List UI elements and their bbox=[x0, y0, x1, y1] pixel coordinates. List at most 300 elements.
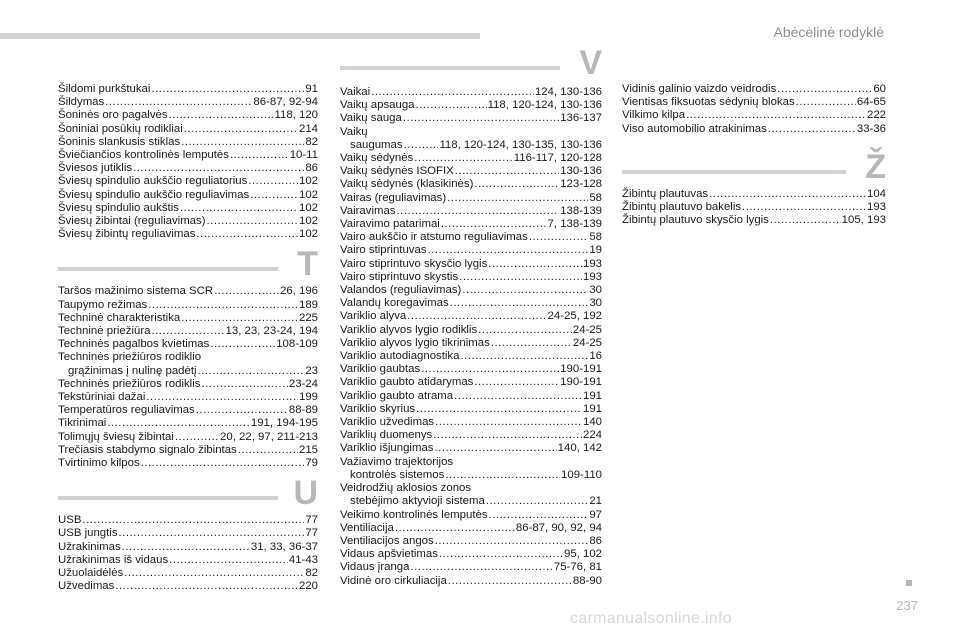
index-entry-term: Variklio gaubtas bbox=[340, 363, 421, 376]
section-v-continued-entries bbox=[622, 83, 886, 136]
index-entry-pages: 138-139 bbox=[560, 204, 602, 217]
index-entry-pages: 102 bbox=[298, 228, 318, 241]
section-t-header bbox=[58, 241, 318, 285]
index-entry-pages: 220 bbox=[298, 580, 318, 593]
leader-dots bbox=[230, 149, 289, 162]
index-entry-term: Šoniniai posūkių rodikliai bbox=[58, 122, 183, 135]
index-entry bbox=[340, 324, 602, 337]
index-entry-term: Vaikų bbox=[340, 125, 368, 138]
leader-dots bbox=[122, 541, 250, 554]
index-entry-pages: 102 bbox=[298, 175, 318, 188]
index-entry-term: Ventiliacija bbox=[340, 521, 394, 534]
index-entry bbox=[340, 509, 602, 522]
index-entry bbox=[58, 391, 318, 404]
leader-dots bbox=[146, 391, 298, 404]
index-entry-pages: 86 bbox=[589, 534, 602, 547]
index-entry-term: Vientisas fiksuotas sėdynių blokas bbox=[622, 96, 795, 109]
index-entry-term: Variklio alyvos lygio tikrinimas bbox=[340, 336, 490, 349]
leader-dots bbox=[435, 416, 582, 429]
index-entry bbox=[58, 444, 318, 457]
leader-dots bbox=[201, 378, 287, 391]
index-entry-pages: 191, 194-195 bbox=[250, 417, 318, 430]
leader-dots bbox=[474, 376, 559, 389]
leader-dots bbox=[454, 390, 582, 403]
index-entry bbox=[58, 541, 318, 554]
index-entry-pages: 26, 196 bbox=[279, 285, 318, 298]
leader-dots bbox=[450, 297, 589, 310]
index-entry bbox=[622, 214, 886, 227]
index-entry bbox=[58, 404, 318, 417]
index-entry-term: Užrakinimas iš vidaus bbox=[58, 553, 169, 566]
leader-dots bbox=[196, 228, 298, 241]
index-entry bbox=[58, 312, 318, 325]
index-entry-pages: 108-109 bbox=[276, 338, 318, 351]
index-entry-pages: 30 bbox=[589, 284, 602, 297]
index-entry-term: Šviesų spindulio aukščio reguliavimas bbox=[58, 188, 250, 201]
leader-dots bbox=[407, 310, 546, 323]
index-entry-pages: 102 bbox=[298, 201, 318, 214]
index-entry-pages: 88-90 bbox=[572, 574, 602, 587]
index-entry bbox=[58, 123, 318, 136]
index-entry-pages: 140, 142 bbox=[557, 442, 602, 455]
index-entry-pages: 109-110 bbox=[561, 468, 602, 481]
leader-dots bbox=[416, 99, 487, 112]
index-entry bbox=[622, 201, 886, 214]
index-entry-term: Šildomi purkštukai bbox=[58, 83, 151, 95]
section-divider bbox=[622, 170, 846, 174]
leader-dots bbox=[478, 324, 572, 337]
section-letter-v: V bbox=[579, 44, 602, 82]
index-entry bbox=[340, 482, 602, 495]
index-entry bbox=[340, 376, 602, 389]
index-entry-pages: 77 bbox=[305, 527, 318, 540]
index-entry bbox=[340, 297, 602, 310]
index-entry-term: Variklio autodiagnostika bbox=[340, 350, 460, 363]
index-entry-term: Šildymas bbox=[58, 96, 105, 109]
index-entry-pages: 24-25 bbox=[572, 323, 602, 336]
index-entry-pages: 75-76, 81 bbox=[553, 561, 602, 574]
index-entry-pages: 116-117, 120-128 bbox=[513, 152, 602, 165]
index-entry-pages: 86 bbox=[305, 162, 318, 175]
index-entry-pages: 7, 138-139 bbox=[547, 218, 602, 231]
index-entry-pages: 58 bbox=[589, 231, 602, 244]
leader-dots bbox=[395, 522, 515, 535]
section-letter-z: Ž bbox=[865, 147, 886, 186]
index-entry-term: Žibintų plautuvo skysčio lygis bbox=[622, 214, 769, 227]
index-entry-pages: 64-65 bbox=[856, 96, 886, 109]
index-entry-term: Veidrodžių aklosios zonos bbox=[340, 482, 472, 495]
leader-dots bbox=[198, 365, 305, 378]
leader-dots bbox=[133, 162, 304, 175]
index-entry-term: Variklio alyvos lygio rodiklis bbox=[340, 323, 478, 336]
index-entry bbox=[58, 228, 318, 241]
index-entry bbox=[58, 417, 318, 430]
index-entry-pages: 118, 120 bbox=[274, 109, 318, 122]
index-entry bbox=[58, 96, 318, 109]
leader-dots bbox=[141, 457, 305, 470]
index-entry bbox=[622, 123, 886, 136]
index-entry bbox=[622, 109, 886, 122]
index-entry bbox=[340, 337, 602, 350]
index-entry-term: Techninės priežiūros rodiklis bbox=[58, 377, 201, 390]
index-entry bbox=[622, 96, 886, 109]
index-entry-term: Techninė priežiūra bbox=[58, 325, 151, 338]
index-entry bbox=[340, 456, 602, 469]
index-entry-pages: 193 bbox=[866, 201, 886, 214]
leader-dots bbox=[196, 404, 288, 417]
index-entry-pages: 199 bbox=[298, 391, 318, 404]
index-entry-term: Vairavimo patarimai bbox=[340, 218, 440, 231]
index-entry bbox=[58, 202, 318, 215]
index-entry-term: kontrolės sistemos bbox=[350, 468, 445, 481]
index-entry-pages: 77 bbox=[305, 514, 318, 527]
index-entry-pages: 82 bbox=[305, 135, 318, 148]
leader-dots bbox=[414, 152, 513, 165]
index-entry-term: USB bbox=[58, 514, 82, 527]
index-entry bbox=[58, 175, 318, 188]
leader-dots bbox=[742, 201, 866, 214]
index-entry-pages: 30 bbox=[589, 297, 602, 310]
index-entry-pages: 222 bbox=[866, 109, 886, 122]
leader-dots bbox=[181, 312, 298, 325]
leader-dots bbox=[462, 284, 588, 297]
index-entry-pages: 225 bbox=[298, 311, 318, 324]
index-entry bbox=[58, 580, 318, 593]
index-entry-pages: 214 bbox=[298, 122, 318, 135]
index-entry-term: Variklio skyrius bbox=[340, 402, 416, 415]
leader-dots bbox=[180, 202, 298, 215]
index-entry-pages: 86-87, 92-94 bbox=[253, 96, 318, 109]
index-entry-pages: 21 bbox=[589, 495, 602, 508]
leader-dots bbox=[115, 580, 298, 593]
index-entry-term: Šviesos jutiklis bbox=[58, 162, 133, 175]
index-entry-term: Žibintų plautuvas bbox=[622, 187, 709, 200]
index-entry-term: Variklio gaubto atidarymas bbox=[340, 376, 474, 389]
index-entry-pages: 60 bbox=[873, 83, 886, 95]
index-entry-pages: 24-25, 192 bbox=[547, 310, 602, 323]
index-entry-pages: 86-87, 90, 92, 94 bbox=[515, 521, 602, 534]
index-entry-pages: 224 bbox=[582, 429, 602, 442]
index-entry-pages: 58 bbox=[589, 191, 602, 204]
index-entry-term: Tekstūriniai dažai bbox=[58, 391, 146, 404]
leader-dots bbox=[770, 214, 841, 227]
leader-dots bbox=[371, 86, 534, 99]
index-entry-term: stebėjimo aktyvioji sistema bbox=[350, 495, 485, 508]
section-divider bbox=[58, 496, 278, 500]
leader-dots bbox=[403, 112, 559, 125]
index-entry-pages: 190-191 bbox=[560, 376, 602, 389]
index-entry-term: Tolimųjų šviesų žibintai bbox=[58, 430, 174, 443]
index-entry bbox=[340, 416, 602, 429]
footer-marker bbox=[906, 580, 912, 586]
leader-dots bbox=[428, 244, 589, 257]
index-entry-term: grąžinimas į nulinę padėtį bbox=[68, 364, 197, 377]
index-entry-term: Variklio alyva bbox=[340, 310, 407, 323]
index-entry bbox=[340, 522, 602, 535]
index-entry-term: Vairo stiprintuvo skystis bbox=[340, 270, 459, 283]
index-entry-term: Vilkimo kilpa bbox=[622, 109, 686, 122]
leader-dots bbox=[686, 109, 866, 122]
index-entry-pages: 23-24 bbox=[288, 377, 318, 390]
index-entry-term: Temperatūros reguliavimas bbox=[58, 404, 195, 417]
leader-dots bbox=[82, 514, 304, 527]
index-entry bbox=[340, 429, 602, 442]
leader-dots bbox=[796, 96, 856, 109]
leader-dots bbox=[181, 136, 304, 149]
index-entry-term: Valandos (reguliavimas) bbox=[340, 284, 462, 297]
index-entry-pages: 105, 193 bbox=[841, 214, 886, 227]
leader-dots bbox=[151, 83, 304, 96]
leader-dots bbox=[459, 271, 582, 284]
index-entry-term: Šoninės oro pagalvės bbox=[58, 109, 168, 122]
index-entry-term: Tikrinimai bbox=[58, 417, 107, 430]
index-entry bbox=[340, 86, 602, 99]
index-column-2 bbox=[340, 44, 602, 588]
leader-dots bbox=[455, 165, 559, 178]
index-entry-term: Ventiliacijos angos bbox=[340, 534, 434, 547]
leader-dots bbox=[250, 189, 298, 202]
section-divider bbox=[340, 66, 560, 70]
index-entry-term: Užvedimas bbox=[58, 580, 115, 593]
index-column-3 bbox=[622, 83, 886, 227]
index-entry bbox=[58, 431, 318, 444]
section-v-entries bbox=[340, 86, 602, 588]
leader-dots bbox=[709, 188, 866, 201]
index-entry bbox=[340, 403, 602, 416]
index-entry-term: Vairavimas bbox=[340, 204, 396, 217]
leader-dots bbox=[148, 299, 298, 312]
index-entry bbox=[58, 109, 318, 122]
index-entry-term: Šviesų spindulio aukščio reguliatorius bbox=[58, 175, 248, 188]
index-column-1 bbox=[58, 83, 318, 594]
watermark: carmanualsonline.info bbox=[570, 610, 732, 627]
index-entry-pages: 191 bbox=[582, 402, 602, 415]
leader-dots bbox=[447, 192, 588, 205]
leader-dots bbox=[410, 561, 552, 574]
section-u-entries bbox=[58, 514, 318, 593]
index-entry-pages: 102 bbox=[298, 215, 318, 228]
index-entry-term: Vairo stiprintuvas bbox=[340, 244, 427, 257]
section-t-entries bbox=[58, 285, 318, 470]
index-entry bbox=[340, 442, 602, 455]
index-entry-pages: 140 bbox=[582, 416, 602, 429]
index-entry-pages: 136-137 bbox=[560, 112, 602, 125]
index-entry-term: Šviesų spindulio aukštis bbox=[58, 201, 179, 214]
section-v-header bbox=[340, 40, 602, 84]
leader-dots bbox=[529, 231, 589, 244]
index-entry bbox=[58, 457, 318, 470]
index-entry-term: Žibintų plautuvo bakelis bbox=[622, 201, 742, 214]
index-entry bbox=[340, 575, 602, 588]
index-entry-pages: 20, 22, 97, 211-213 bbox=[220, 430, 318, 443]
section-u-header bbox=[58, 470, 318, 514]
index-entry bbox=[58, 527, 318, 540]
index-entry-term: Vaikų sėdynės ISOFIX bbox=[340, 165, 454, 178]
leader-dots bbox=[119, 527, 305, 540]
index-entry-term: Vidinis galinio vaizdo veidrodis bbox=[622, 83, 777, 95]
index-entry-term: Taupymo režimas bbox=[58, 298, 148, 311]
index-entry-pages: 33-36 bbox=[856, 122, 886, 135]
index-entry bbox=[340, 548, 602, 561]
index-entry-pages: 215 bbox=[298, 443, 318, 456]
index-entry-pages: 10-11 bbox=[289, 149, 318, 162]
index-entry-term: Variklio gaubto atrama bbox=[340, 389, 454, 402]
index-entry bbox=[340, 469, 602, 482]
leader-dots bbox=[207, 215, 298, 228]
index-entry bbox=[340, 99, 602, 112]
leader-dots bbox=[169, 554, 288, 567]
index-entry-pages: 118, 120-124, 130-135, 130-136 bbox=[439, 138, 602, 151]
index-entry-term: USB jungtis bbox=[58, 527, 118, 540]
index-entry bbox=[622, 188, 886, 201]
leader-dots bbox=[491, 337, 572, 350]
index-entry bbox=[58, 378, 318, 391]
index-entry bbox=[340, 231, 602, 244]
index-entry bbox=[340, 165, 602, 178]
index-entry-term: Šviesų žibintai (reguliavimas) bbox=[58, 215, 206, 228]
index-entry-term: Variklio užvedimas bbox=[340, 416, 435, 429]
index-entry bbox=[340, 244, 602, 257]
index-entry bbox=[340, 258, 602, 271]
index-entry bbox=[58, 567, 318, 580]
index-entry bbox=[340, 271, 602, 284]
index-entry-term: Trečiasis stabdymo signalo žibintas bbox=[58, 443, 237, 456]
index-entry-term: Variklio išjungimas bbox=[340, 442, 434, 455]
index-entry bbox=[340, 192, 602, 205]
index-entry bbox=[340, 112, 602, 125]
leader-dots bbox=[248, 175, 298, 188]
page-title: Abėcėlinė rodyklė bbox=[773, 24, 884, 40]
index-entry bbox=[622, 83, 886, 96]
index-entry bbox=[58, 338, 318, 351]
index-entry-term: Vaikų sėdynės bbox=[340, 152, 414, 165]
index-entry-term: Važiavimo trajektorijos bbox=[340, 455, 454, 468]
index-entry-pages: 193 bbox=[582, 257, 602, 270]
leader-dots bbox=[124, 567, 304, 580]
index-entry-term: Tvirtinimo kilpos bbox=[58, 457, 140, 470]
index-entry bbox=[340, 126, 602, 139]
leader-dots bbox=[421, 363, 559, 376]
index-entry bbox=[340, 139, 602, 152]
index-entry-term: Vidinė oro cirkuliacija bbox=[340, 574, 447, 587]
section-s-entries bbox=[58, 83, 318, 241]
index-entry-pages: 88-89 bbox=[288, 404, 318, 417]
index-entry-pages: 23 bbox=[305, 364, 318, 377]
index-entry bbox=[58, 365, 318, 378]
index-entry-term: Vaikų apsauga bbox=[340, 99, 415, 112]
index-entry-pages: 19 bbox=[589, 244, 602, 257]
index-entry bbox=[340, 363, 602, 376]
index-entry-pages: 102 bbox=[298, 188, 318, 201]
index-entry bbox=[340, 205, 602, 218]
index-entry bbox=[340, 284, 602, 297]
index-entry bbox=[58, 83, 318, 96]
leader-dots bbox=[489, 509, 589, 522]
index-entry bbox=[340, 152, 602, 165]
index-entry bbox=[340, 350, 602, 363]
index-entry-term: Vaikai bbox=[340, 86, 371, 98]
index-entry bbox=[58, 351, 318, 364]
index-entry bbox=[58, 299, 318, 312]
index-entry-pages: 16 bbox=[589, 350, 602, 363]
leader-dots bbox=[488, 258, 582, 271]
leader-dots bbox=[460, 350, 588, 363]
section-z-header bbox=[622, 136, 886, 188]
leader-dots bbox=[439, 548, 563, 561]
index-entry bbox=[58, 554, 318, 567]
index-entry-pages: 82 bbox=[305, 567, 318, 580]
leader-dots bbox=[214, 285, 279, 298]
leader-dots bbox=[435, 535, 589, 548]
index-entry-term: Vairas (reguliavimas) bbox=[340, 191, 447, 204]
index-entry-term: Šoninis slankusis stiklas bbox=[58, 135, 181, 148]
index-entry bbox=[340, 310, 602, 323]
index-entry-pages: 124, 130-136 bbox=[534, 86, 602, 98]
leader-dots bbox=[441, 218, 547, 231]
page-number: 237 bbox=[896, 598, 918, 613]
index-entry-term: Vaikų sauga bbox=[340, 112, 402, 125]
header-bar bbox=[0, 33, 480, 39]
index-entry-pages: 104 bbox=[866, 187, 886, 200]
index-entry bbox=[58, 325, 318, 338]
leader-dots bbox=[434, 442, 556, 455]
leader-dots bbox=[433, 429, 582, 442]
leader-dots bbox=[474, 178, 559, 191]
leader-dots bbox=[210, 338, 275, 351]
section-divider bbox=[58, 267, 278, 271]
index-entry-pages: 189 bbox=[298, 298, 318, 311]
index-entry-term: Techninės priežiūros rodiklio bbox=[58, 351, 202, 364]
index-entry-term: Valandų koregavimas bbox=[340, 297, 449, 310]
leader-dots bbox=[169, 109, 274, 122]
index-entry bbox=[340, 178, 602, 191]
index-entry-pages: 97 bbox=[589, 508, 602, 521]
index-entry-pages: 130-136 bbox=[560, 165, 602, 178]
index-entry-pages: 13, 23, 23-24, 194 bbox=[225, 325, 318, 338]
index-entry-pages: 191 bbox=[582, 389, 602, 402]
leader-dots bbox=[107, 417, 250, 430]
index-entry bbox=[340, 495, 602, 508]
index-entry-pages: 91 bbox=[305, 83, 318, 95]
index-entry bbox=[58, 285, 318, 298]
index-entry bbox=[58, 149, 318, 162]
leader-dots bbox=[448, 575, 572, 588]
index-entry-term: saugumas bbox=[350, 138, 403, 151]
index-entry-term: Variklių duomenys bbox=[340, 429, 433, 442]
leader-dots bbox=[184, 123, 298, 136]
leader-dots bbox=[777, 83, 872, 96]
index-entry-pages: 193 bbox=[582, 270, 602, 283]
index-entry bbox=[58, 215, 318, 228]
leader-dots bbox=[445, 469, 560, 482]
index-entry-term: Taršos mažinimo sistema SCR bbox=[58, 285, 214, 298]
index-entry bbox=[58, 136, 318, 149]
index-entry-term: Veikimo kontrolinės lemputės bbox=[340, 508, 488, 521]
index-entry bbox=[340, 535, 602, 548]
index-entry-pages: 79 bbox=[305, 457, 318, 470]
leader-dots bbox=[486, 495, 588, 508]
index-entry-term: Vairo stiprintuvo skysčio lygis bbox=[340, 257, 488, 270]
index-entry-pages: 41-43 bbox=[288, 553, 318, 566]
index-entry-term: Šviečiančios kontrolinės lemputės bbox=[58, 149, 229, 162]
index-entry-term: Užuolaidėlės bbox=[58, 567, 124, 580]
leader-dots bbox=[151, 325, 224, 338]
leader-dots bbox=[404, 139, 439, 152]
index-entry-term: Techninė charakteristika bbox=[58, 311, 181, 324]
index-entry-term: Vaikų sėdynės (klasikinės) bbox=[340, 178, 474, 191]
index-entry-term: Viso automobilio atrakinimas bbox=[622, 122, 767, 135]
index-entry-pages: 24-25 bbox=[572, 336, 602, 349]
